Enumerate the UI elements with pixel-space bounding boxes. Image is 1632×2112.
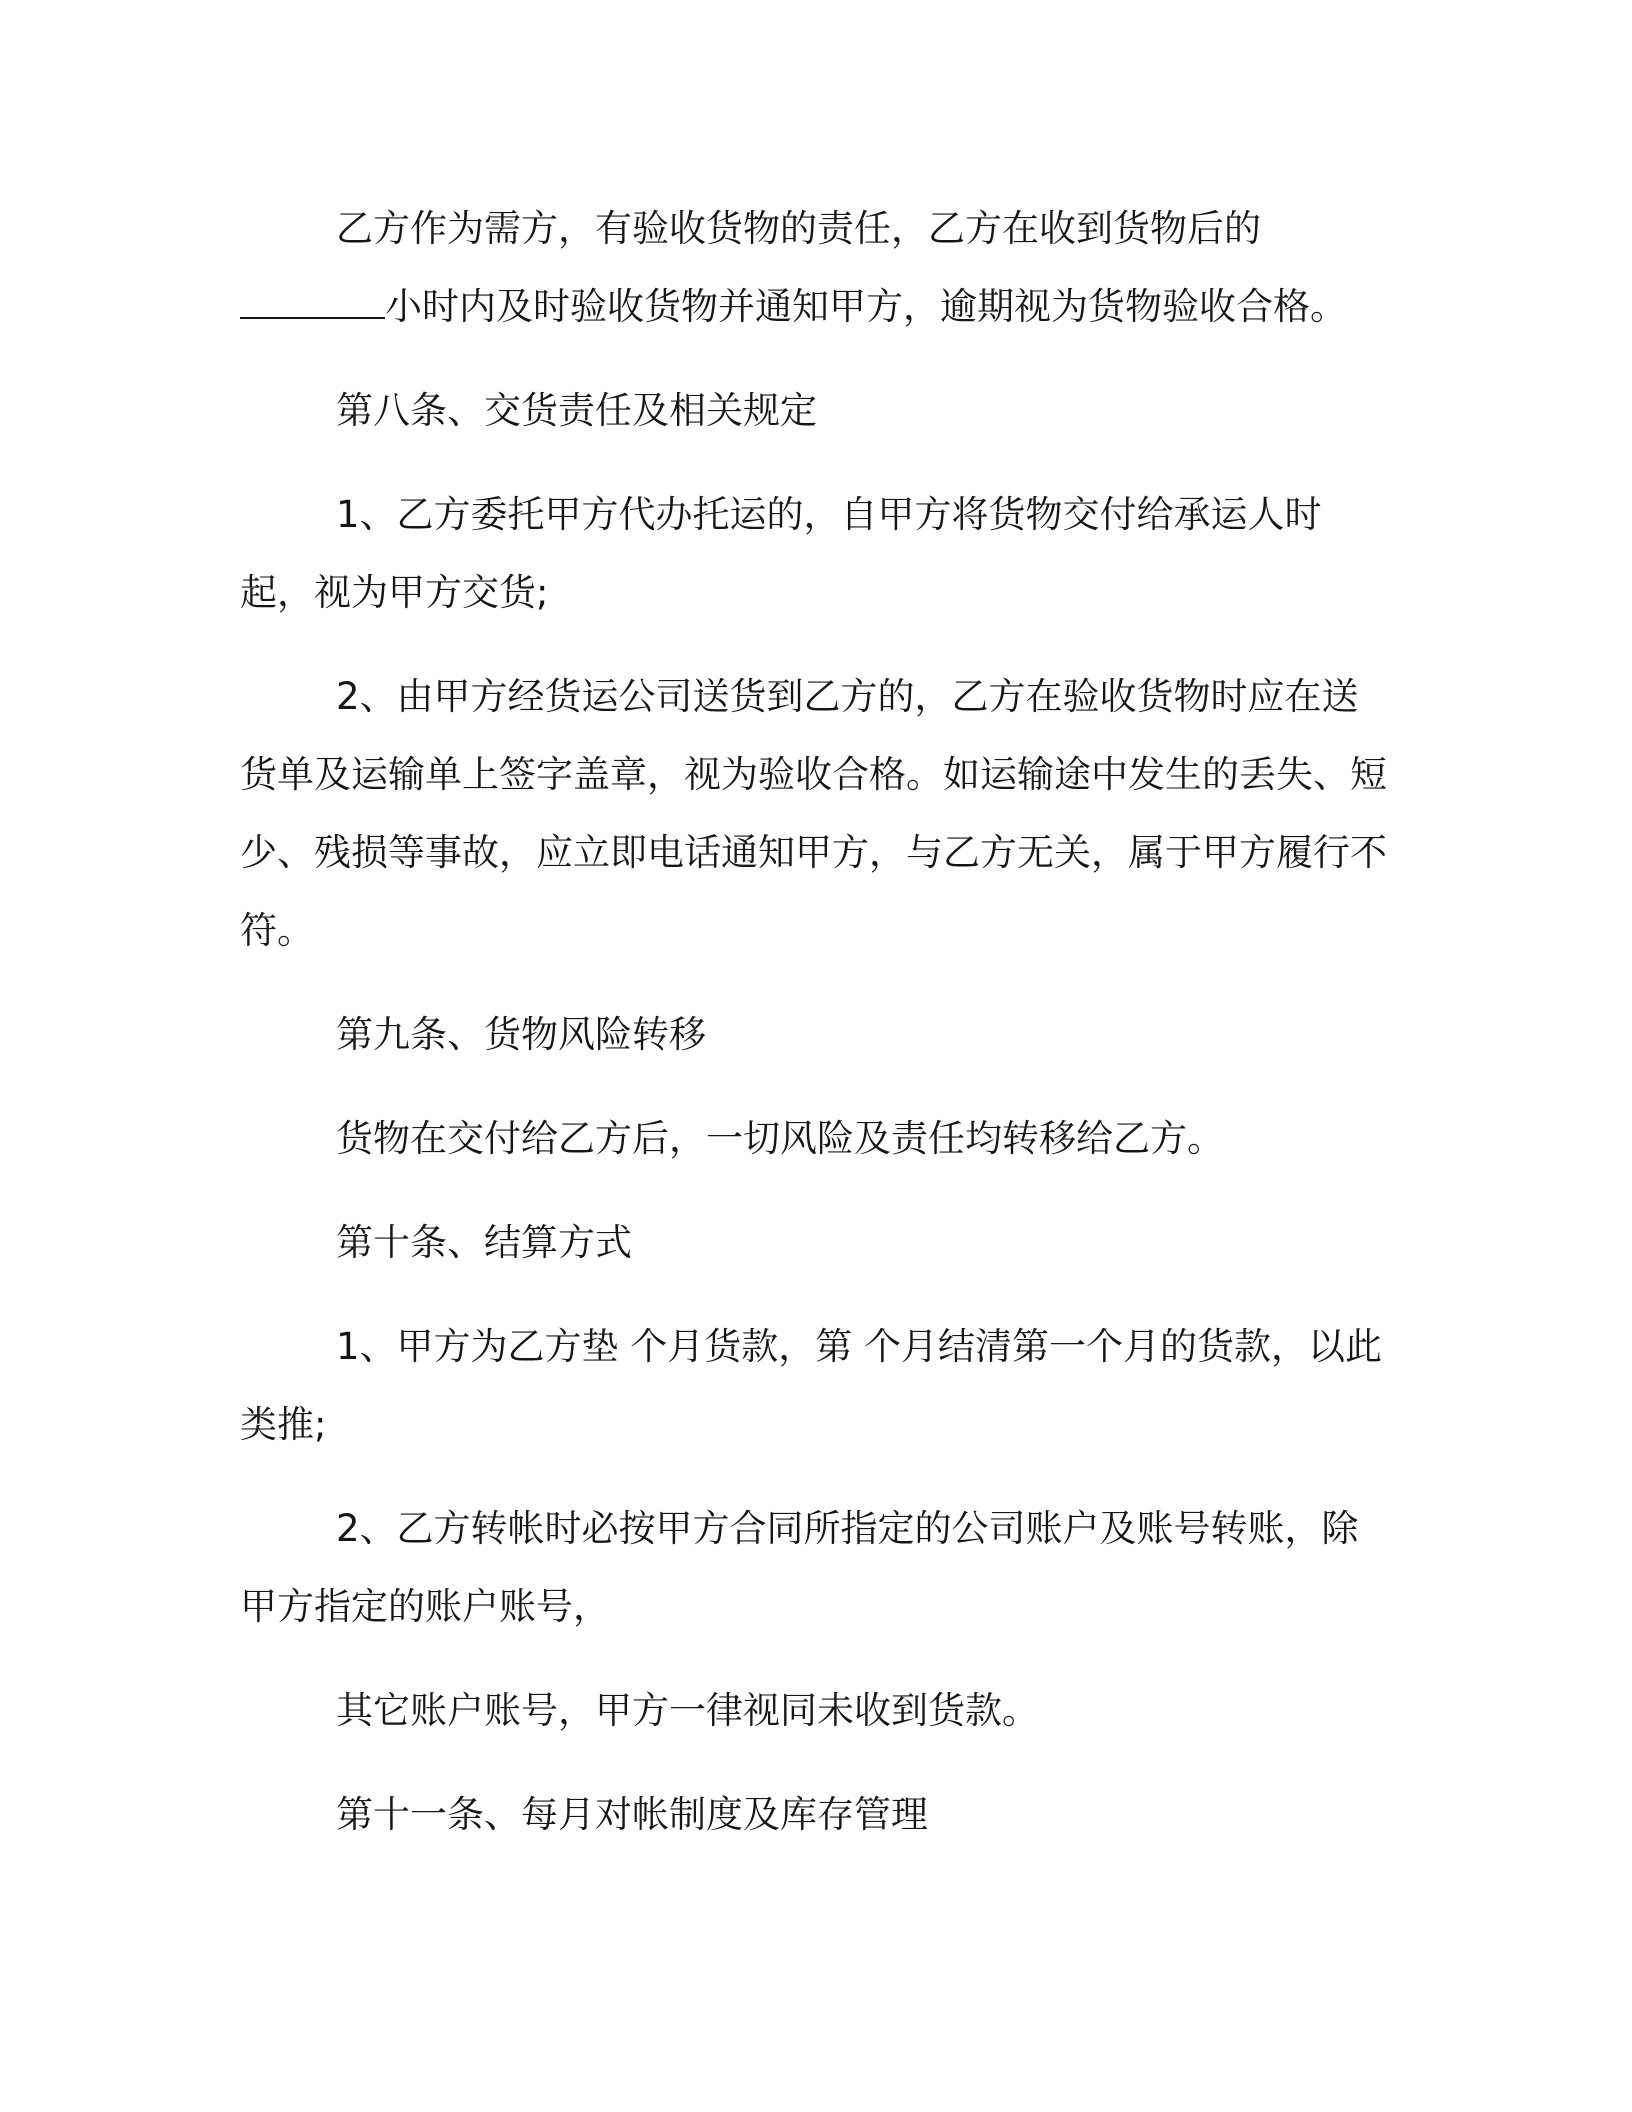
article-8-item-1: 1、乙方委托甲方代办托运的，自甲方将货物交付给承运人时起，视为甲方交货;: [240, 493, 1322, 614]
article-10-item-2-continued: 其它账户账号，甲方一律视同未收到货款。: [336, 1689, 1039, 1732]
paragraph-acceptance-duty: [240, 190, 1390, 346]
article-11-title: 第十一条、每月对帐制度及库存管理: [336, 1793, 928, 1836]
acceptance-text-part1: 乙方作为需方，有验收货物的责任，乙方在收到货物后的: [336, 207, 1261, 250]
article-9-text: 货物在交付给乙方后，一切风险及责任均转移给乙方。: [336, 1117, 1224, 1160]
article-8-title: 第八条、交货责任及相关规定: [336, 389, 817, 432]
article-10-title: 第十条、结算方式: [336, 1221, 632, 1264]
article-9-title: 第九条、货物风险转移: [336, 1013, 706, 1056]
article-8-item-2: 2、由甲方经货运公司送货到乙方的，乙方在验收货物时应在送货单及运输单上签字盖章，视为验收合格。如运输途中发生的丢失、短少、残损等事故，应立即电话通知甲方，与乙方无关，属于甲方履行不符。: [240, 675, 1387, 952]
article-10-item-2: 2、乙方转帐时必按甲方合同所指定的公司账户及账号转账，除甲方指定的账户账号，: [240, 1507, 1359, 1628]
acceptance-text-part2: 小时内及时验收货物并通知甲方，逾期视为货物验收合格。: [385, 285, 1347, 328]
article-10-item-1: 1、甲方为乙方垫 个月货款，第 个月结清第一个月的货款，以此类推;: [240, 1325, 1383, 1446]
hours-blank-field: [240, 287, 385, 319]
document-body: [240, 190, 1390, 1880]
